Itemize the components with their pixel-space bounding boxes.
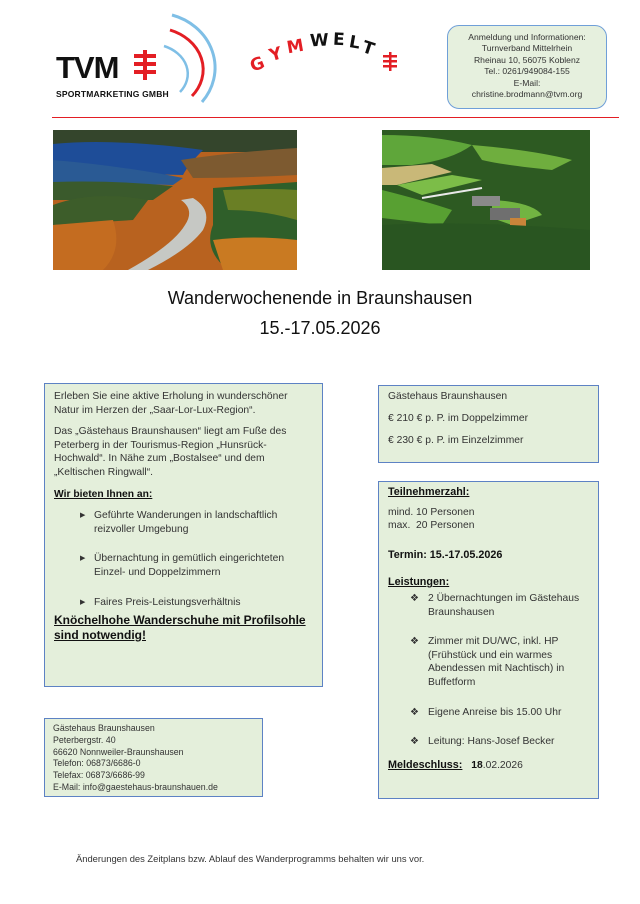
deadline-month-year: .02.2026 [482, 759, 523, 771]
guesthouse-aerial-photo [382, 130, 590, 270]
list-item [410, 592, 589, 619]
triangle-bullet-icon: ▶ [80, 598, 86, 606]
venue-name: Gästehaus Braunshausen [388, 391, 508, 402]
contact-line: Rheinau 10, 56075 Koblenz [473, 54, 581, 65]
tvm-logo [52, 10, 227, 105]
service-text: 2 Übernachtungen im Gästehaus Braunshausen [428, 592, 580, 618]
contact-line: Anmeldung und Informationen: [468, 32, 586, 42]
tvm-logo-text: TVM [56, 50, 119, 85]
gymwelt-letter: Y [267, 43, 285, 67]
diamond-bullet-icon: ❖ [410, 706, 419, 718]
offer-text: Geführte Wanderungen in landschaftlich reizvoller Umgebung [94, 510, 278, 535]
address-fax: Telefax: 06873/6686-99 [53, 770, 145, 781]
gymwelt-letter: T [359, 37, 377, 60]
offer-text: Faires Preis-Leistungsverhältnis [94, 596, 241, 608]
service-text: Leitung: Hans-Josef Becker [428, 736, 555, 748]
deadline-day: 18 [471, 759, 483, 771]
contact-line: E-Mail: [513, 77, 541, 88]
gymwelt-letter: M [285, 35, 306, 59]
deadline-label: Meldeschluss: [388, 758, 463, 771]
offers-list [54, 509, 313, 609]
diamond-bullet-icon: ❖ [410, 636, 419, 648]
intro-paragraph: Das „Gästehaus Braunshausen“ liegt am Fuße des Peterberg in der Tourismus-Region „Hunsrück-Hochwald“. In Nähe zum „Bostalsee“ und dem „Keltischen Ringwall“. [54, 426, 287, 478]
aerial-lake-photo [53, 130, 297, 270]
gymwelt-letter: L [347, 32, 362, 54]
list-item [410, 735, 589, 749]
intro-paragraph: Erleben Sie eine aktive Erholung in wunderschöner Natur im Herzen der „Saar-Lor-Lux-Region“. [54, 391, 288, 416]
diamond-bullet-icon: ❖ [410, 736, 419, 748]
price-single-room: € 230 € p. P. im Einzelzimmer [388, 435, 524, 446]
gymwelt-letter: G [247, 52, 268, 77]
address-street: Peterbergstr. 40 [53, 734, 116, 745]
address-phone: Telefon: 06873/6686-0 [53, 758, 141, 769]
participants-min: mind. 10 Personen [388, 506, 475, 518]
triangle-bullet-icon: ▶ [80, 555, 86, 563]
price-double-room: € 210 € p. P. im Doppelzimmer [388, 413, 529, 424]
address-email[interactable]: E-Mail: info@gaestehaus-braunshauen.de [53, 781, 218, 792]
list-item [80, 509, 313, 536]
address-name: Gästehaus Braunshausen [53, 723, 155, 733]
diamond-bullet-icon: ❖ [410, 592, 419, 604]
list-item [80, 552, 313, 579]
gymwelt-logo [245, 22, 405, 77]
price-box [378, 385, 599, 463]
list-item [80, 596, 313, 610]
participants-heading: Teilnehmerzahl: [388, 486, 470, 498]
registration-contact-box [447, 25, 607, 109]
intro-box [44, 383, 323, 687]
services-list [388, 592, 589, 749]
contact-phone: Tel.: 0261/949084-155 [484, 66, 570, 77]
service-text: Eigene Anreise bis 15.00 Uhr [428, 706, 562, 718]
service-text: Zimmer mit DU/WC, inkl. HP (Frühstück und ein warmes Abendessen mit Nachtisch) in Buffetform [428, 636, 565, 688]
details-box [378, 481, 599, 799]
footwear-notice: Knöchelhohe Wanderschuhe mit Profilsohle sind notwendig! [54, 613, 306, 643]
list-item [410, 706, 589, 720]
page-title: Wanderwochenende in Braunshausen [167, 288, 473, 308]
offers-heading: Wir bieten Ihnen an: [54, 488, 153, 500]
footer-disclaimer: Änderungen des Zeitplans bzw. Ablauf des Wanderprogramms behalten wir uns vor. [76, 853, 425, 864]
offer-text: Übernachtung in gemütlich eingerichteten Einzel- und Doppelzimmern [94, 553, 285, 578]
header-divider [52, 117, 619, 118]
contact-line: Turnverband Mittelrhein [481, 43, 573, 54]
event-date: Termin: 15.-17.05.2026 [388, 548, 503, 561]
registration-deadline [388, 759, 589, 773]
participants-max: max. 20 Personen [388, 520, 475, 532]
list-item [410, 635, 589, 689]
event-date-title: 15.-17.05.2026 [259, 318, 381, 338]
contact-email[interactable]: christine.brodmann@tvm.org [471, 89, 583, 100]
triangle-bullet-icon: ▶ [80, 512, 86, 520]
address-city: 66620 Nonnweiler-Braunshausen [53, 746, 184, 757]
gymwelt-letter: W [309, 30, 330, 52]
tvm-logo-subtitle: SPORTMARKETING GMBH [56, 89, 169, 99]
turner-cross-icon [383, 52, 397, 71]
services-heading: Leistungen: [388, 576, 450, 589]
guesthouse-address-box [44, 718, 263, 797]
gymwelt-letter: E [332, 29, 346, 51]
